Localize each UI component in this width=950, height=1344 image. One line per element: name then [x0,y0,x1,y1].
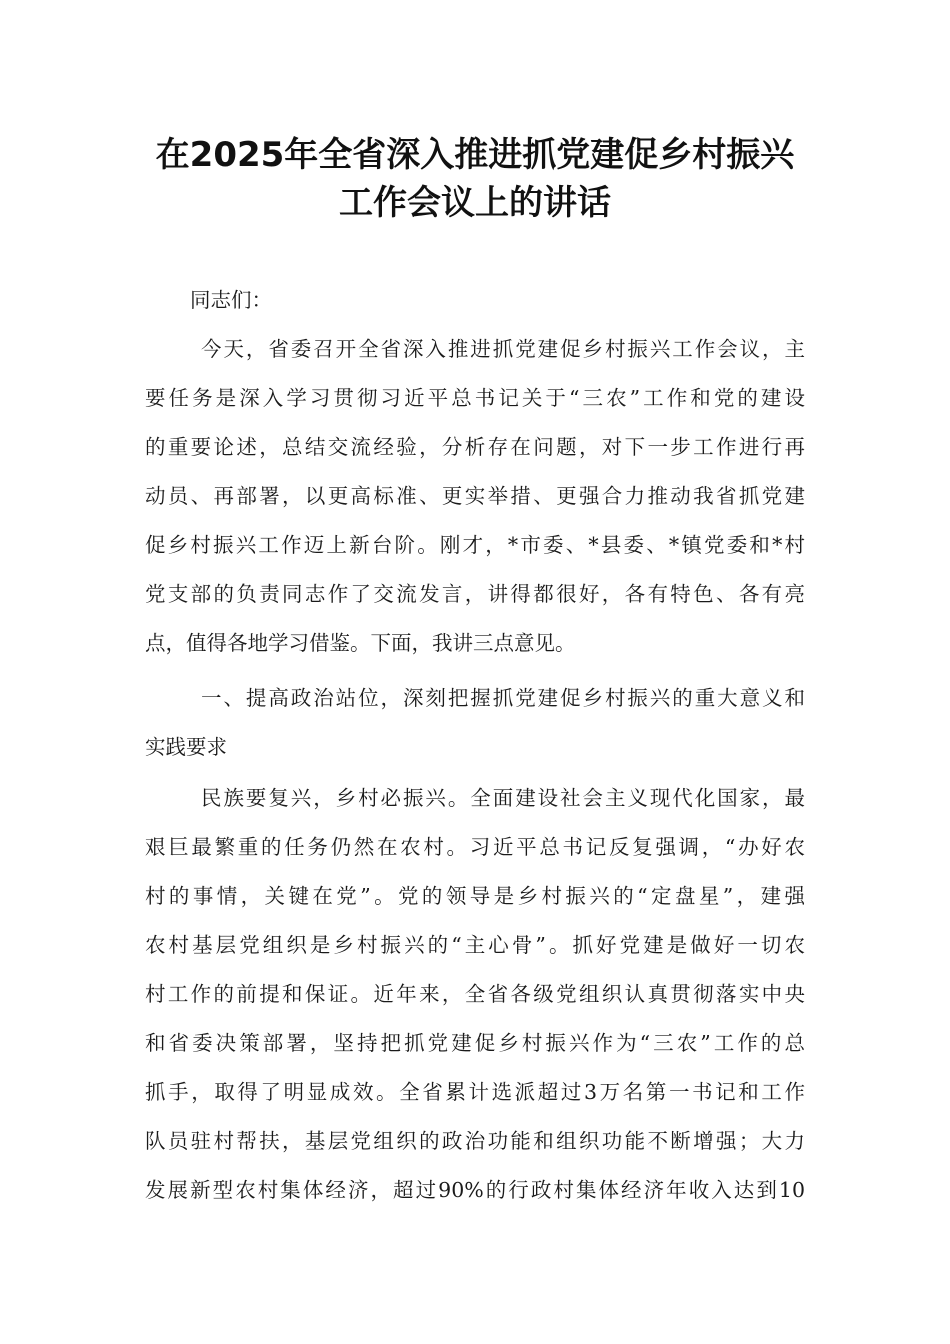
paragraph-line: 今天，省委召开全省深入推进抓党建促乡村振兴工作会议，主 [201,337,805,361]
paragraph-line: 的重要论述，总结交流经验，分析存在问题，对下一步工作进行再 [145,435,805,459]
paragraph-line: 民族要复兴，乡村必振兴。全面建设社会主义现代化国家，最 [201,786,805,810]
paragraph-line: 村的事情，关键在党”。党的领导是乡村振兴的“定盘星”，建强 [145,884,805,908]
heading-line: 实践要求 [145,735,227,759]
paragraph-line: 点，值得各地学习借鉴。下面，我讲三点意见。 [145,631,576,655]
paragraph-line: 促乡村振兴工作迈上新台阶。刚才，*市委、*县委、*镇党委和*村 [145,533,805,557]
paragraph-line: 农村基层党组织是乡村振兴的“主心骨”。抓好党建是做好一切农 [145,933,805,957]
paragraph-line: 和省委决策部署，坚持把抓党建促乡村振兴作为“三农”工作的总 [145,1031,805,1055]
paragraph-section-1 [145,774,805,1215]
section-heading-1 [145,674,805,772]
paragraph-line: 发展新型农村集体经济，超过90%的行政村集体经济年收入达到10 [145,1178,805,1202]
paragraph-line: 村工作的前提和保证。近年来，全省各级党组织认真贯彻落实中央 [145,982,805,1006]
paragraph-line: 抓手，取得了明显成效。全省累计选派超过3万名第一书记和工作 [145,1080,805,1104]
paragraph-line: 队员驻村帮扶，基层党组织的政治功能和组织功能不断增强；大力 [145,1129,805,1153]
salutation: 同志们： [190,288,272,312]
paragraph-line: 党支部的负责同志作了交流发言，讲得都很好，各有特色、各有亮 [145,582,805,606]
document-title-line-1: 在2025年全省深入推进抓党建促乡村振兴 [155,135,795,175]
heading-line: 一、提高政治站位，深刻把握抓党建促乡村振兴的重大意义和 [201,686,805,710]
document-title-line-2: 工作会议上的讲话 [339,183,611,223]
paragraph-intro [145,325,805,668]
paragraph-line: 动员、再部署，以更高标准、更实举措、更强合力推动我省抓党建 [145,484,805,508]
paragraph-line: 要任务是深入学习贯彻习近平总书记关于“三农”工作和党的建设 [145,386,805,410]
paragraph-line: 艰巨最繁重的任务仍然在农村。习近平总书记反复强调，“办好农 [145,835,805,859]
